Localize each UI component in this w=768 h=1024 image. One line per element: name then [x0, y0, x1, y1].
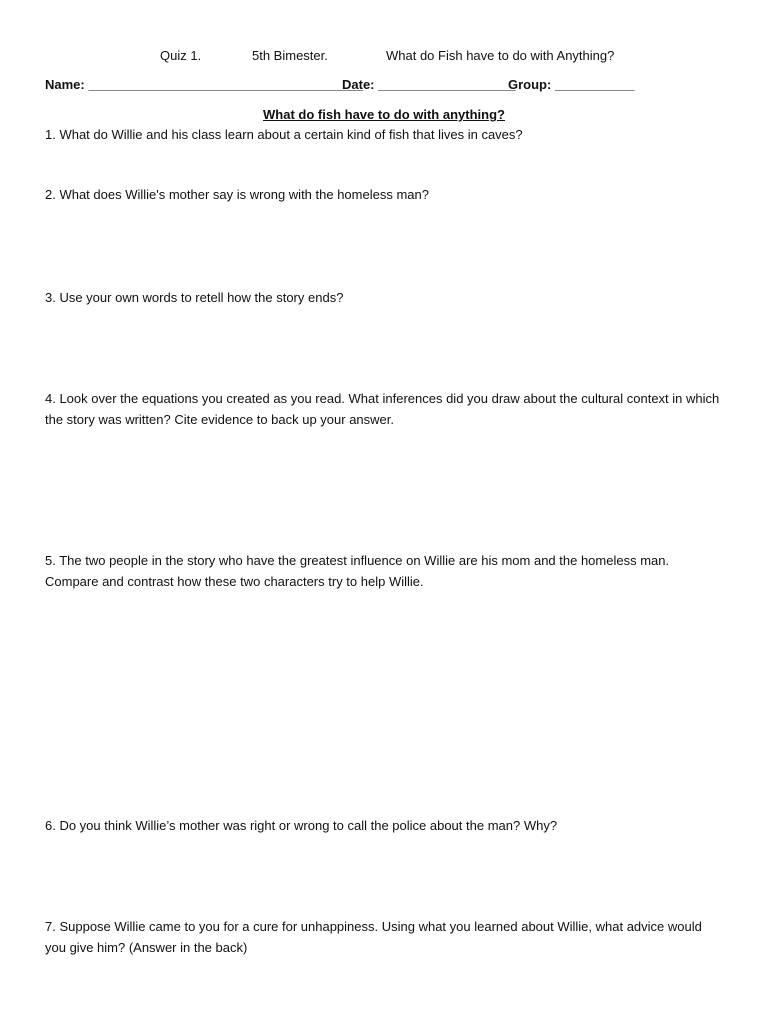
question-2: 2. What does Willie's mother say is wrong with the homeless man? [45, 187, 429, 202]
question-6: 6. Do you think Willie’s mother was right or wrong to call the police about the man? Why? [45, 818, 558, 833]
question-4: 4. Look over the equations you created as you read. What inferences did you draw about the cultural context in which the story was written? Cite evidence to back up your answer. [45, 391, 720, 427]
question-7: 7. Suppose Willie came to you for a cure for unhappiness. Using what you learned about Willie, what advice would you give him? (Answer in the back) [45, 919, 702, 955]
worksheet-title [0, 107, 768, 123]
quiz-topic: What do Fish have to do with Anything? [386, 48, 615, 63]
worksheet-title-text: What do fish have to do with anything? [263, 107, 505, 122]
question-1: 1. What do Willie and his class learn about a certain kind of fish that lives in caves? [45, 127, 523, 142]
question-3: 3. Use your own words to retell how the story ends? [45, 290, 344, 305]
bimester-label: 5th Bimester. [252, 48, 328, 63]
group-field[interactable]: Group: ___________ [508, 77, 635, 92]
date-field[interactable]: Date: ___________________ [342, 77, 516, 92]
name-field[interactable]: Name: ______________________________________ [45, 77, 364, 92]
quiz-number: Quiz 1. [160, 48, 202, 63]
question-5: 5. The two people in the story who have the greatest influence on Willie are his mom and the homeless man. Compare and contrast how these two characters try to help Willie. [45, 553, 670, 589]
